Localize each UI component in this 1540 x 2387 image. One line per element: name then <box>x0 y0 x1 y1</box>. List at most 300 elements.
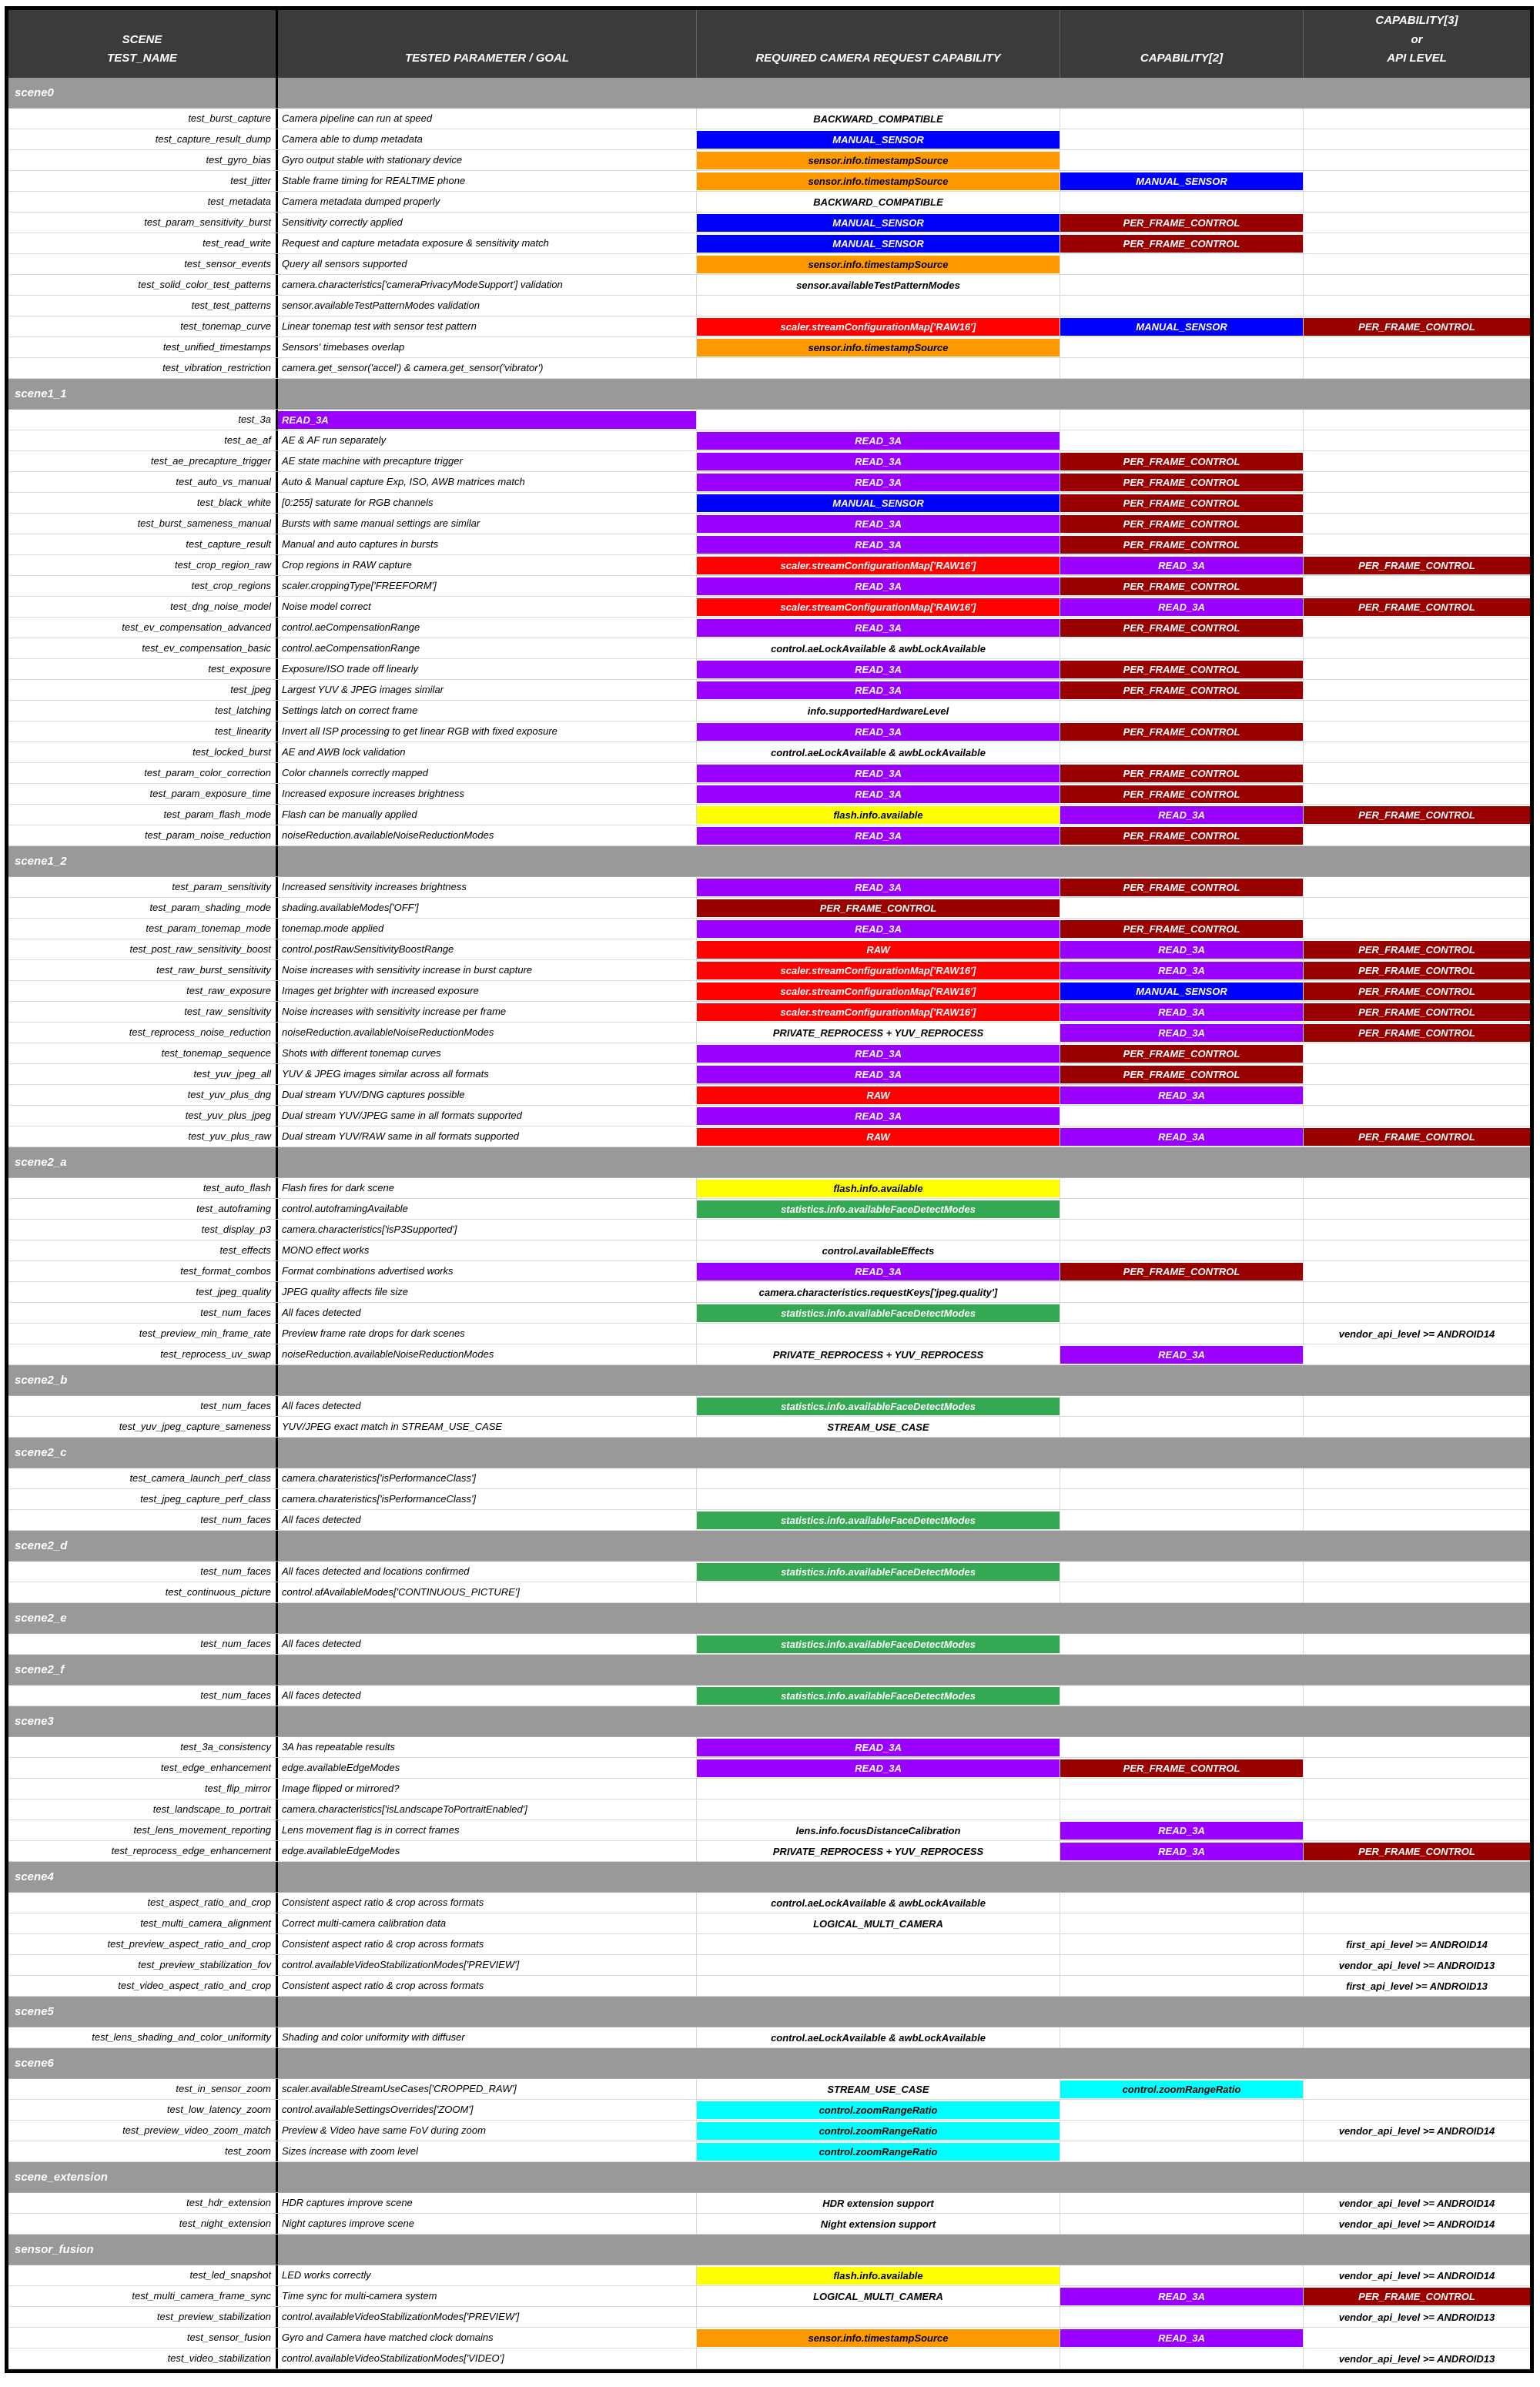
scene-header-row-scene3 <box>8 1706 1530 1737</box>
capability3-api-level-cell <box>1304 2100 1530 2120</box>
test-name-cell: test_auto_flash <box>8 1178 278 1198</box>
scene-row-fill <box>278 1365 1530 1395</box>
capability-pill: READ_3A <box>1060 1346 1303 1364</box>
required-capability-cell <box>697 638 1060 658</box>
goal-cell: control.autoframingAvailable <box>278 1199 697 1219</box>
goal-cell: Stable frame timing for REALTIME phone <box>278 171 697 191</box>
scene-label: scene2_f <box>15 1663 65 1676</box>
test-name-cell: test_auto_vs_manual <box>8 472 278 492</box>
capability2-cell <box>1060 1934 1304 1954</box>
test-row <box>8 1417 1530 1438</box>
required-capability-cell <box>697 1106 1060 1126</box>
scene-label-cell <box>8 2048 278 2078</box>
capability3-api-level-cell <box>1304 358 1530 378</box>
test-name-cell: test_flip_mirror <box>8 1779 278 1799</box>
required-capability-cell <box>697 784 1060 804</box>
required-capability-cell <box>697 1893 1060 1913</box>
capability2-cell <box>1060 1002 1304 1022</box>
capability-pill: PER_FRAME_CONTROL <box>1060 879 1303 896</box>
required-capability-cell <box>697 1002 1060 1022</box>
capability2-cell <box>1060 701 1304 721</box>
test-name-cell: test_locked_burst <box>8 742 278 762</box>
capability3-api-level-cell <box>1304 919 1530 939</box>
goal-cell: All faces detected <box>278 1396 697 1416</box>
goal-cell: noiseReduction.availableNoiseReductionModes <box>278 1344 697 1364</box>
capability-pill: PER_FRAME_CONTROL <box>1304 1128 1530 1146</box>
test-name-cell: test_param_sensitivity_burst <box>8 213 278 233</box>
test-name-cell: test_exposure <box>8 659 278 679</box>
capability-pill: statistics.info.availableFaceDetectModes <box>697 1398 1060 1415</box>
goal-cell: MONO effect works <box>278 1240 697 1260</box>
test-name-cell: test_yuv_plus_dng <box>8 1085 278 1105</box>
goal-cell: All faces detected and locations confirmed <box>278 1562 697 1582</box>
capability3-api-level-cell <box>1304 2141 1530 2161</box>
required-capability-cell <box>697 2193 1060 2213</box>
capability2-cell <box>1060 939 1304 959</box>
required-capability-cell <box>697 472 1060 492</box>
test-name-cell: test_preview_aspect_ratio_and_crop <box>8 1934 278 1954</box>
capability2-cell <box>1060 1240 1304 1260</box>
test-row <box>8 2079 1530 2100</box>
capability3-api-level-cell <box>1304 1106 1530 1126</box>
goal-cell: JPEG quality affects file size <box>278 1282 697 1302</box>
required-capability-cell <box>697 597 1060 617</box>
scene-label: scene4 <box>15 1870 54 1883</box>
capability3-api-level-cell <box>1304 659 1530 679</box>
capability3-api-level-cell <box>1304 493 1530 513</box>
scene-label: scene1_1 <box>15 387 67 400</box>
test-row <box>8 2141 1530 2162</box>
test-name-cell: test_reprocess_edge_enhancement <box>8 1841 278 1861</box>
goal-cell: camera.characteristics['isP3Supported'] <box>278 1220 697 1240</box>
goal-cell: Consistent aspect ratio & crop across formats <box>278 1893 697 1913</box>
goal-cell: Query all sensors supported <box>278 254 697 274</box>
test-name-cell: test_sensor_events <box>8 254 278 274</box>
capability2-cell <box>1060 555 1304 575</box>
test-name-cell: test_3a <box>8 410 278 430</box>
capability-pill: PER_FRAME_CONTROL <box>1060 920 1303 938</box>
capability2-cell <box>1060 1324 1304 1344</box>
capability3-api-level-cell <box>1304 680 1530 700</box>
capability2-cell <box>1060 1127 1304 1147</box>
capability-pill: READ_3A <box>1060 1086 1303 1104</box>
required-capability-cell <box>697 192 1060 212</box>
required-capability-cell <box>697 1396 1060 1416</box>
test-name-cell: test_gyro_bias <box>8 150 278 170</box>
capability2-cell <box>1060 2348 1304 2369</box>
capability-pill: control.aeLockAvailable & awbLockAvailable <box>771 1897 986 1909</box>
required-capability-cell <box>697 981 1060 1001</box>
goal-cell: Settings latch on correct frame <box>278 701 697 721</box>
capability2-cell <box>1060 805 1304 825</box>
goal-cell: control.availableSettingsOverrides['ZOOM'] <box>278 2100 697 2120</box>
test-name-cell: test_aspect_ratio_and_crop <box>8 1893 278 1913</box>
required-capability-cell <box>697 2348 1060 2369</box>
scene-row-fill <box>278 1655 1530 1685</box>
capability2-cell <box>1060 1779 1304 1799</box>
capability3-api-level-cell <box>1304 1758 1530 1778</box>
capability-pill: control.availableEffects <box>822 1244 935 1257</box>
test-name-cell: test_multi_camera_alignment <box>8 1913 278 1933</box>
test-row <box>8 316 1530 337</box>
capability3-api-level-cell <box>1304 1562 1530 1582</box>
goal-cell: Gyro and Camera have matched clock domains <box>278 2328 697 2348</box>
col-header-tested-parameter <box>278 10 697 78</box>
capability-pill: READ_3A <box>697 661 1060 678</box>
capability3-api-level-cell <box>1304 555 1530 575</box>
capability-pill: READ_3A <box>1060 1128 1303 1146</box>
capability2-cell <box>1060 1799 1304 1820</box>
goal-cell: Preview frame rate drops for dark scenes <box>278 1324 697 1344</box>
test-row <box>8 358 1530 379</box>
capability-pill: vendor_api_level >= ANDROID14 <box>1338 2124 1495 2137</box>
test-row <box>8 680 1530 701</box>
required-capability-cell <box>697 1303 1060 1323</box>
required-capability-cell <box>697 1799 1060 1820</box>
goal-cell: camera.charateristics['isPerformanceClass'] <box>278 1489 697 1509</box>
capability-pill: PER_FRAME_CONTROL <box>1304 598 1530 616</box>
capability-pill: RAW <box>697 1086 1060 1104</box>
capability-pill: statistics.info.availableFaceDetectModes <box>697 1687 1060 1705</box>
test-name-cell: test_jitter <box>8 171 278 191</box>
test-name-cell: test_num_faces <box>8 1686 278 1706</box>
goal-cell: Noise increases with sensitivity increase per frame <box>278 1002 697 1022</box>
test-row <box>8 1085 1530 1106</box>
required-capability-cell <box>697 316 1060 336</box>
goal-cell: HDR captures improve scene <box>278 2193 697 2213</box>
capability-pill: PER_FRAME_CONTROL <box>1304 983 1530 1000</box>
capability2-cell <box>1060 1344 1304 1364</box>
test-row <box>8 337 1530 358</box>
test-row <box>8 430 1530 451</box>
capability-pill: PER_FRAME_CONTROL <box>1060 661 1303 678</box>
capability2-cell <box>1060 1634 1304 1654</box>
capability2-cell <box>1060 1468 1304 1488</box>
test-name-cell: test_raw_exposure <box>8 981 278 1001</box>
goal-cell: Color channels correctly mapped <box>278 763 697 783</box>
capability2-cell <box>1060 109 1304 129</box>
capability-pill: PER_FRAME_CONTROL <box>697 899 1060 917</box>
required-capability-cell <box>697 1064 1060 1084</box>
capability-pill: PER_FRAME_CONTROL <box>1060 1045 1303 1063</box>
goal-cell: Format combinations advertised works <box>278 1261 697 1281</box>
required-capability-cell <box>697 1634 1060 1654</box>
capability3-api-level-cell <box>1304 1324 1530 1344</box>
goal-cell: sensor.availableTestPatternModes validation <box>278 296 697 316</box>
capability-pill: flash.info.available <box>697 806 1060 824</box>
capability-pill: READ_3A <box>697 879 1060 896</box>
capability-pill: sensor.availableTestPatternModes <box>796 279 960 291</box>
capability-pill: READ_3A <box>697 578 1060 595</box>
goal-cell: [0:255] saturate for RGB channels <box>278 493 697 513</box>
capability2-cell <box>1060 296 1304 316</box>
test-row <box>8 1220 1530 1240</box>
goal-cell: LED works correctly <box>278 2265 697 2285</box>
capability2-cell <box>1060 1106 1304 1126</box>
required-capability-cell <box>697 763 1060 783</box>
goal-cell: Camera pipeline can run at speed <box>278 109 697 129</box>
goal-cell: Night captures improve scene <box>278 2214 697 2234</box>
capability-pill: READ_3A <box>697 536 1060 554</box>
required-capability-cell <box>697 2307 1060 2327</box>
test-row <box>8 1489 1530 1510</box>
goal-cell: Auto & Manual capture Exp, ISO, AWB matrices match <box>278 472 697 492</box>
goal-cell: Sensors' timebases overlap <box>278 337 697 357</box>
test-name-cell: test_capture_result <box>8 534 278 554</box>
capability-pill: scaler.streamConfigurationMap['RAW16'] <box>697 962 1060 979</box>
capability-pill: PER_FRAME_CONTROL <box>1060 494 1303 512</box>
capability-pill: statistics.info.availableFaceDetectModes <box>697 1512 1060 1529</box>
required-capability-cell <box>697 1737 1060 1757</box>
test-name-cell: test_unified_timestamps <box>8 337 278 357</box>
capability-pill: vendor_api_level >= ANDROID14 <box>1338 2218 1495 2230</box>
capability2-cell <box>1060 2286 1304 2306</box>
capability3-api-level-cell <box>1304 638 1530 658</box>
capability-pill: READ_3A <box>697 1066 1060 1083</box>
goal-cell: control.afAvailableModes['CONTINUOUS_PICTURE'] <box>278 1582 697 1602</box>
test-row <box>8 1779 1530 1799</box>
test-row <box>8 1002 1530 1023</box>
capability-pill: MANUAL_SENSOR <box>1060 983 1303 1000</box>
capability3-api-level-cell <box>1304 1737 1530 1757</box>
required-capability-cell <box>697 451 1060 471</box>
test-name-cell: test_post_raw_sensitivity_boost <box>8 939 278 959</box>
test-name-cell: test_sensor_fusion <box>8 2328 278 2348</box>
test-name-cell: test_raw_burst_sensitivity <box>8 960 278 980</box>
test-row <box>8 296 1530 316</box>
goal-cell: scaler.availableStreamUseCases['CROPPED_RAW'] <box>278 2079 697 2099</box>
capability-pill: READ_3A <box>697 723 1060 741</box>
scene-label-cell <box>8 78 278 108</box>
test-name-cell: test_read_write <box>8 233 278 253</box>
capability2-cell <box>1060 1913 1304 1933</box>
scene-label: scene2_b <box>15 1374 68 1387</box>
capability3-api-level-cell <box>1304 981 1530 1001</box>
test-name-cell: test_burst_capture <box>8 109 278 129</box>
test-row <box>8 721 1530 742</box>
test-name-cell: test_num_faces <box>8 1303 278 1323</box>
capability3-api-level-cell <box>1304 1417 1530 1437</box>
test-name-cell: test_metadata <box>8 192 278 212</box>
required-capability-cell <box>697 877 1060 897</box>
required-capability-cell <box>697 1820 1060 1840</box>
capability-pill: PER_FRAME_CONTROL <box>1060 765 1303 782</box>
required-capability-cell <box>697 1324 1060 1344</box>
goal-cell: Dual stream YUV/JPEG same in all formats supported <box>278 1106 697 1126</box>
capability-pill: PRIVATE_REPROCESS + YUV_REPROCESS <box>772 1845 984 1857</box>
capability-pill: PER_FRAME_CONTROL <box>1304 941 1530 959</box>
test-name-cell: test_param_color_correction <box>8 763 278 783</box>
capability-pill: READ_3A <box>1060 2329 1303 2347</box>
scene-label-cell <box>8 1997 278 2027</box>
scene-row-fill <box>278 1603 1530 1633</box>
capability3-api-level-cell <box>1304 825 1530 845</box>
test-row <box>8 1634 1530 1655</box>
test-row <box>8 1820 1530 1841</box>
capability3-api-level-cell <box>1304 877 1530 897</box>
capability3-api-level-cell <box>1304 1127 1530 1147</box>
test-row <box>8 192 1530 213</box>
test-name-cell: test_jpeg_capture_perf_class <box>8 1489 278 1509</box>
required-capability-cell <box>697 1282 1060 1302</box>
capability3-api-level-cell <box>1304 1178 1530 1198</box>
capability2-cell <box>1060 1841 1304 1861</box>
scene-header-row-scene0 <box>8 78 1530 109</box>
capability-pill: READ_3A <box>1060 806 1303 824</box>
goal-cell: Lens movement flag is in correct frames <box>278 1820 697 1840</box>
goal-cell: camera.characteristics['cameraPrivacyModeSupport'] validation <box>278 275 697 295</box>
capability2-cell <box>1060 2100 1304 2120</box>
test-name-cell: test_night_extension <box>8 2214 278 2234</box>
capability-pill: PER_FRAME_CONTROL <box>1060 578 1303 595</box>
scene-header-row-scene2_a <box>8 1147 1530 1178</box>
required-capability-cell <box>697 514 1060 534</box>
capability-pill: first_api_level >= ANDROID14 <box>1346 1938 1488 1950</box>
goal-cell: control.aeCompensationRange <box>278 638 697 658</box>
capability3-api-level-cell <box>1304 721 1530 742</box>
capability2-cell <box>1060 1417 1304 1437</box>
goal-cell: scaler.croppingType['FREEFORM'] <box>278 576 697 596</box>
test-name-cell: test_display_p3 <box>8 1220 278 1240</box>
scene-label-cell <box>8 2162 278 2192</box>
capability3-api-level-cell <box>1304 213 1530 233</box>
capability-pill: PER_FRAME_CONTROL <box>1304 557 1530 574</box>
required-capability-cell <box>697 233 1060 253</box>
capability-pill: PER_FRAME_CONTROL <box>1304 318 1530 336</box>
required-capability-cell <box>697 493 1060 513</box>
required-capability-cell <box>697 1510 1060 1530</box>
scene-row-fill <box>278 1438 1530 1468</box>
test-row <box>8 1934 1530 1955</box>
test-row <box>8 919 1530 939</box>
capability2-cell <box>1060 1282 1304 1302</box>
capability-pill: info.supportedHardwareLevel <box>807 705 949 717</box>
capability3-api-level-cell <box>1304 763 1530 783</box>
capability-pill: first_api_level >= ANDROID13 <box>1346 1980 1488 1992</box>
capability3-api-level-cell <box>1304 1976 1530 1996</box>
capability2-cell <box>1060 721 1304 742</box>
capability3-api-level-cell <box>1304 701 1530 721</box>
goal-cell: Consistent aspect ratio & crop across formats <box>278 1976 697 1996</box>
capability2-cell <box>1060 358 1304 378</box>
goal-cell: 3A has repeatable results <box>278 1737 697 1757</box>
required-capability-cell <box>697 1220 1060 1240</box>
capability2-cell <box>1060 233 1304 253</box>
goal-cell: Linear tonemap test with sensor test pattern <box>278 316 697 336</box>
required-capability-cell <box>697 1261 1060 1281</box>
capability3-api-level-cell <box>1304 1199 1530 1219</box>
capability-pill: vendor_api_level >= ANDROID14 <box>1338 2197 1495 2209</box>
goal-cell: Exposure/ISO trade off linearly <box>278 659 697 679</box>
capability2-cell <box>1060 618 1304 638</box>
capability3-api-level-cell <box>1304 939 1530 959</box>
capability-pill: READ_3A <box>1060 1003 1303 1021</box>
test-row <box>8 1955 1530 1976</box>
test-row <box>8 576 1530 597</box>
capability2-cell <box>1060 337 1304 357</box>
capability-pill: vendor_api_level >= ANDROID14 <box>1338 1327 1495 1340</box>
required-capability-cell <box>697 680 1060 700</box>
capability2-cell <box>1060 1737 1304 1757</box>
goal-cell: tonemap.mode applied <box>278 919 697 939</box>
test-name-cell: test_3a_consistency <box>8 1737 278 1757</box>
test-name-cell: test_format_combos <box>8 1261 278 1281</box>
required-capability-cell <box>697 1955 1060 1975</box>
capability-pill: READ_3A <box>697 1739 1060 1756</box>
test-row <box>8 129 1530 150</box>
test-row <box>8 1737 1530 1758</box>
required-capability-cell <box>697 1417 1060 1437</box>
test-name-cell: test_num_faces <box>8 1510 278 1530</box>
required-capability-cell <box>697 1758 1060 1778</box>
capability3-api-level-cell <box>1304 1261 1530 1281</box>
goal-cell: shading.availableModes['OFF'] <box>278 898 697 918</box>
capability3-api-level-cell <box>1304 2193 1530 2213</box>
capability3-api-level-cell <box>1304 784 1530 804</box>
goal-cell: camera.get_sensor('accel') & camera.get_sensor('vibrator') <box>278 358 697 378</box>
scene-label-cell <box>8 379 278 409</box>
test-row <box>8 1841 1530 1862</box>
test-name-cell: test_param_exposure_time <box>8 784 278 804</box>
test-row <box>8 555 1530 576</box>
table-body <box>8 78 1530 2369</box>
scene-label: scene2_c <box>15 1446 67 1459</box>
capability-pill: READ_3A <box>1060 941 1303 959</box>
required-capability-cell <box>697 2265 1060 2285</box>
required-capability-cell <box>697 2214 1060 2234</box>
goal-cell: Dual stream YUV/DNG captures possible <box>278 1085 697 1105</box>
capability2-cell <box>1060 981 1304 1001</box>
capability-pill: flash.info.available <box>697 1180 1060 1197</box>
capability2-cell <box>1060 1758 1304 1778</box>
capability2-cell <box>1060 877 1304 897</box>
col-header-scene-line2: TEST_NAME <box>107 52 177 65</box>
scene-header-row-scene6 <box>8 2048 1530 2079</box>
scene-row-fill <box>278 379 1530 409</box>
capability-pill: READ_3A <box>697 920 1060 938</box>
goal-cell: edge.availableEdgeModes <box>278 1841 697 1861</box>
test-name-cell: test_raw_sensitivity <box>8 1002 278 1022</box>
required-capability-cell <box>697 659 1060 679</box>
test-row <box>8 1023 1530 1043</box>
capability-pill: READ_3A <box>697 619 1060 637</box>
capability-pill: scaler.streamConfigurationMap['RAW16'] <box>697 318 1060 336</box>
capability3-api-level-cell <box>1304 430 1530 450</box>
scene-row-fill <box>278 1531 1530 1561</box>
capability2-cell <box>1060 514 1304 534</box>
capability-pill: control.zoomRangeRatio <box>697 2122 1060 2140</box>
capability3-api-level-cell <box>1304 472 1530 492</box>
test-row <box>8 701 1530 721</box>
goal-cell: edge.availableEdgeModes <box>278 1758 697 1778</box>
required-capability-cell <box>697 742 1060 762</box>
capability-pill: PER_FRAME_CONTROL <box>1060 453 1303 470</box>
test-name-cell: test_landscape_to_portrait <box>8 1799 278 1820</box>
capability2-cell <box>1060 275 1304 295</box>
test-row <box>8 1344 1530 1365</box>
test-name-cell: test_latching <box>8 701 278 721</box>
goal-cell: Noise model correct <box>278 597 697 617</box>
required-capability-cell <box>697 534 1060 554</box>
capability-pill: PRIVATE_REPROCESS + YUV_REPROCESS <box>772 1348 984 1361</box>
capability2-cell <box>1060 171 1304 191</box>
capability2-cell <box>1060 451 1304 471</box>
capability3-api-level-cell <box>1304 1085 1530 1105</box>
scene-label-cell <box>8 1603 278 1633</box>
capability-pill: LOGICAL_MULTI_CAMERA <box>813 2290 943 2302</box>
capability-pill: READ_3A <box>1060 1822 1303 1840</box>
goal-cell: Largest YUV & JPEG images similar <box>278 680 697 700</box>
